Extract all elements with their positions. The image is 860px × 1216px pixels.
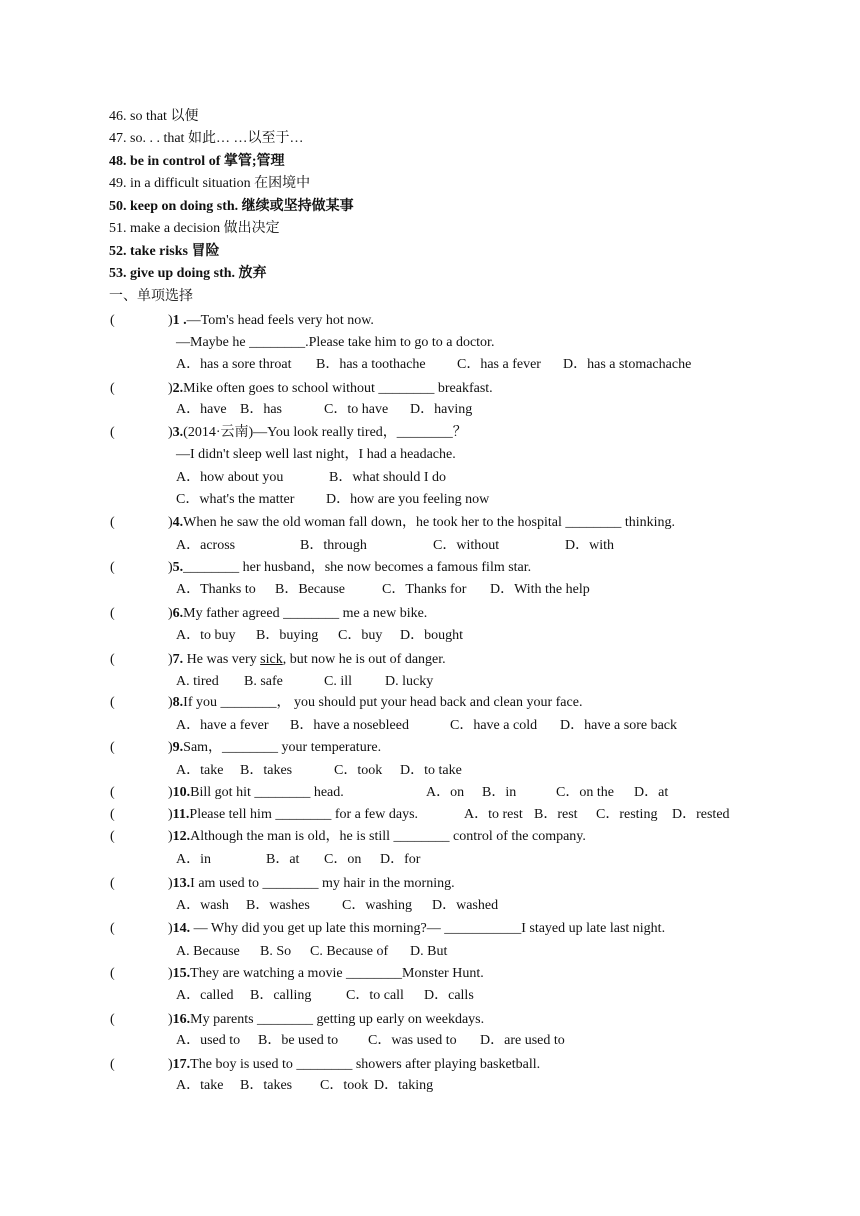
option-b[interactable]: B．at (266, 852, 300, 867)
option-d[interactable]: D．bought (400, 628, 463, 643)
option-b[interactable]: B．buying (256, 628, 319, 643)
answer-paren-open: ( (110, 425, 115, 440)
option-d[interactable]: D．are used to (480, 1033, 565, 1048)
option-b[interactable]: B．Because (275, 582, 345, 597)
option-a[interactable]: A．have (176, 402, 227, 417)
option-d[interactable]: D．for (380, 852, 421, 867)
phrase-50: 50. keep on doing sth. 继续或坚持做某事 (109, 199, 354, 214)
question-3-options-1 (176, 469, 446, 487)
option-a[interactable]: A．how about you (176, 470, 284, 485)
option-a[interactable]: A．used to (176, 1033, 241, 1048)
option-a[interactable]: A．take (176, 763, 224, 778)
answer-paren-open: ( (110, 313, 115, 328)
question-16-options (176, 1032, 565, 1050)
answer-paren-open: ( (110, 1012, 115, 1027)
option-b[interactable]: B．rest (534, 807, 578, 822)
question-3: )3.(2014·云南)—You look really tired，________？ (168, 425, 467, 440)
question-7: )7. He was very sick, but now he is out of danger. (168, 652, 446, 667)
question-12-options (176, 851, 420, 869)
option-c[interactable]: C．have a cold (450, 718, 538, 733)
question-8-options (176, 717, 677, 735)
answer-paren-open: ( (110, 829, 115, 844)
question-number: 7. (172, 652, 184, 667)
question-1-options (176, 356, 691, 374)
option-b[interactable]: B．in (482, 785, 517, 800)
option-d[interactable]: D．at (634, 785, 669, 800)
question-number: 6. (172, 606, 184, 621)
option-d[interactable]: D．taking (374, 1078, 434, 1093)
question-10-options (426, 784, 668, 802)
answer-paren-open: ( (110, 966, 115, 981)
question-11-options (464, 806, 730, 824)
answer-paren-open: ( (110, 1057, 115, 1072)
option-a[interactable]: A．to buy (176, 628, 236, 643)
question-7-options (176, 673, 433, 691)
option-a[interactable]: A．has a sore throat (176, 357, 292, 372)
question-15-options (176, 987, 474, 1005)
question-number: 16. (172, 1012, 191, 1027)
option-a[interactable]: A．take (176, 1078, 224, 1093)
answer-paren-open: ( (110, 515, 115, 530)
question-11: )11.Please tell him ________ for a few days. (168, 807, 419, 822)
answer-paren-open: ( (110, 652, 115, 667)
option-c[interactable]: C．resting (596, 807, 658, 822)
option-b[interactable]: B．takes (240, 1078, 293, 1093)
question-4-options (176, 537, 614, 555)
option-c[interactable]: C．to have (324, 402, 389, 417)
option-b[interactable]: B．calling (250, 988, 312, 1003)
question-5-options (176, 581, 590, 599)
question-2: )2.Mike often goes to school without ________ breakfast. (168, 381, 493, 396)
option-a[interactable]: A．across (176, 538, 236, 553)
question-1-line2: —Maybe he ________.Please take him to go to a doctor. (176, 335, 495, 350)
question-6: )6.My father agreed ________ me a new bike. (168, 606, 428, 621)
option-b[interactable]: B. safe (244, 674, 283, 689)
question-17-options (176, 1077, 433, 1095)
question-15: )15.They are watching a movie ________Monster Hunt. (168, 966, 484, 981)
question-number: 2. (172, 381, 184, 396)
question-17: )17.The boy is used to ________ showers after playing basketball. (168, 1057, 541, 1072)
option-c[interactable]: C．on (324, 852, 362, 867)
option-b[interactable]: B．takes (240, 763, 293, 778)
answer-paren-open: ( (110, 921, 115, 936)
option-c[interactable]: C．was used to (368, 1033, 457, 1048)
option-d[interactable]: D．has a stomachache (563, 357, 692, 372)
option-c[interactable]: C．washing (342, 898, 412, 913)
question-number: 11. (172, 807, 190, 822)
question-number: 3. (172, 425, 184, 440)
question-number: 10. (172, 785, 191, 800)
option-b[interactable]: B．have a nosebleed (290, 718, 409, 733)
option-d[interactable]: D. But (410, 944, 448, 959)
question-9-options (176, 762, 462, 780)
option-c[interactable]: C．buy (338, 628, 383, 643)
option-d[interactable]: D．With the help (490, 582, 590, 597)
option-d[interactable]: D．how are you feeling now (326, 492, 490, 507)
option-c[interactable]: C．took (334, 763, 383, 778)
answer-paren-open: ( (110, 785, 115, 800)
phrase-46: 46. so that 以便 (109, 109, 199, 124)
answer-paren-open: ( (110, 381, 115, 396)
option-b[interactable]: B．through (300, 538, 367, 553)
option-d[interactable]: D．washed (432, 898, 499, 913)
option-c[interactable]: C. Because of (310, 944, 389, 959)
question-12: )12.Although the man is old，he is still ________ control of the company. (168, 829, 586, 844)
question-13: )13.I am used to ________ my hair in the morning. (168, 876, 455, 891)
question-14-options (176, 943, 447, 961)
phrase-53: 53. give up doing sth. 放弃 (109, 266, 267, 281)
question-number: 5. (172, 560, 184, 575)
question-6-options (176, 627, 463, 645)
option-b[interactable]: B. So (260, 944, 292, 959)
question-1: )1 .—Tom's head feels very hot now. (168, 313, 374, 328)
option-c[interactable]: C．took (320, 1078, 369, 1093)
option-a[interactable]: A. Because (176, 944, 240, 959)
option-c[interactable]: C．what's the matter (176, 492, 295, 507)
question-number: 15. (172, 966, 191, 981)
question-number: 9. (172, 740, 184, 755)
underlined-word: sick (260, 652, 283, 667)
option-b[interactable]: B．has (240, 402, 282, 417)
question-3-line2: —I didn't sleep well last night，I had a headache. (176, 447, 456, 462)
option-b[interactable]: B．washes (246, 898, 310, 913)
option-c[interactable]: C．to call (346, 988, 404, 1003)
option-d[interactable]: D．having (410, 402, 473, 417)
question-16: )16.My parents ________ getting up early on weekdays. (168, 1012, 485, 1027)
option-a[interactable]: A．to rest (464, 807, 523, 822)
answer-paren-open: ( (110, 876, 115, 891)
option-b[interactable]: B．has a toothache (316, 357, 426, 372)
answer-paren-open: ( (110, 740, 115, 755)
option-c[interactable]: C．without (433, 538, 500, 553)
option-d[interactable]: D．to take (400, 763, 462, 778)
question-number: 4. (172, 515, 184, 530)
option-c[interactable]: C．has a fever (457, 357, 541, 372)
answer-paren-open: ( (110, 606, 115, 621)
option-d[interactable]: D．calls (424, 988, 474, 1003)
option-a[interactable]: A．called (176, 988, 234, 1003)
option-a[interactable]: A．Thanks to (176, 582, 256, 597)
option-d[interactable]: D．have a sore back (560, 718, 678, 733)
option-b[interactable]: B．what should I do (329, 470, 447, 485)
phrase-47: 47. so. . . that 如此… …以至于… (109, 131, 304, 146)
question-5: )5.________ her husband，she now becomes a famous film star. (168, 560, 532, 575)
question-number: 1 . (172, 313, 187, 328)
option-a[interactable]: A．in (176, 852, 211, 867)
question-number: 14. (172, 921, 191, 936)
answer-paren-open: ( (110, 560, 115, 575)
option-a[interactable]: A．wash (176, 898, 229, 913)
question-14: )14. — Why did you get up late this morning?— ___________I stayed up late last night. (168, 921, 666, 936)
answer-paren-open: ( (110, 695, 115, 710)
option-a[interactable]: A. tired (176, 674, 219, 689)
option-d[interactable]: D．with (565, 538, 614, 553)
option-a[interactable]: A．have a fever (176, 718, 269, 733)
question-2-options (176, 401, 472, 419)
phrase-48: 48. be in control of 掌管;管理 (109, 154, 285, 169)
question-number: 13. (172, 876, 191, 891)
question-number: 17. (172, 1057, 191, 1072)
question-number: 8. (172, 695, 184, 710)
question-3-options-2 (176, 491, 489, 509)
question-13-options (176, 897, 498, 915)
question-4: )4.When he saw the old woman fall down，he took her to the hospital ________ thinking. (168, 515, 676, 530)
option-c[interactable]: C．on the (556, 785, 614, 800)
section-title: 一、单项选择 (109, 289, 193, 304)
option-c[interactable]: C. ill (324, 674, 353, 689)
phrase-52: 52. take risks 冒险 (109, 244, 220, 259)
answer-paren-open: ( (110, 807, 115, 822)
option-d[interactable]: D. lucky (385, 674, 434, 689)
option-b[interactable]: B．be used to (258, 1033, 339, 1048)
question-10: )10.Bill got hit ________ head. (168, 785, 344, 800)
option-d[interactable]: D．rested (672, 807, 730, 822)
option-c[interactable]: C．Thanks for (382, 582, 467, 597)
phrase-49: 49. in a difficult situation 在困境中 (109, 176, 311, 191)
question-9: )9.Sam，________ your temperature. (168, 740, 382, 755)
question-8: )8.If you ________， you should put your head back and clean your face. (168, 695, 583, 710)
option-a[interactable]: A．on (426, 785, 465, 800)
question-number: 12. (172, 829, 191, 844)
phrase-51: 51. make a decision 做出决定 (109, 221, 280, 236)
